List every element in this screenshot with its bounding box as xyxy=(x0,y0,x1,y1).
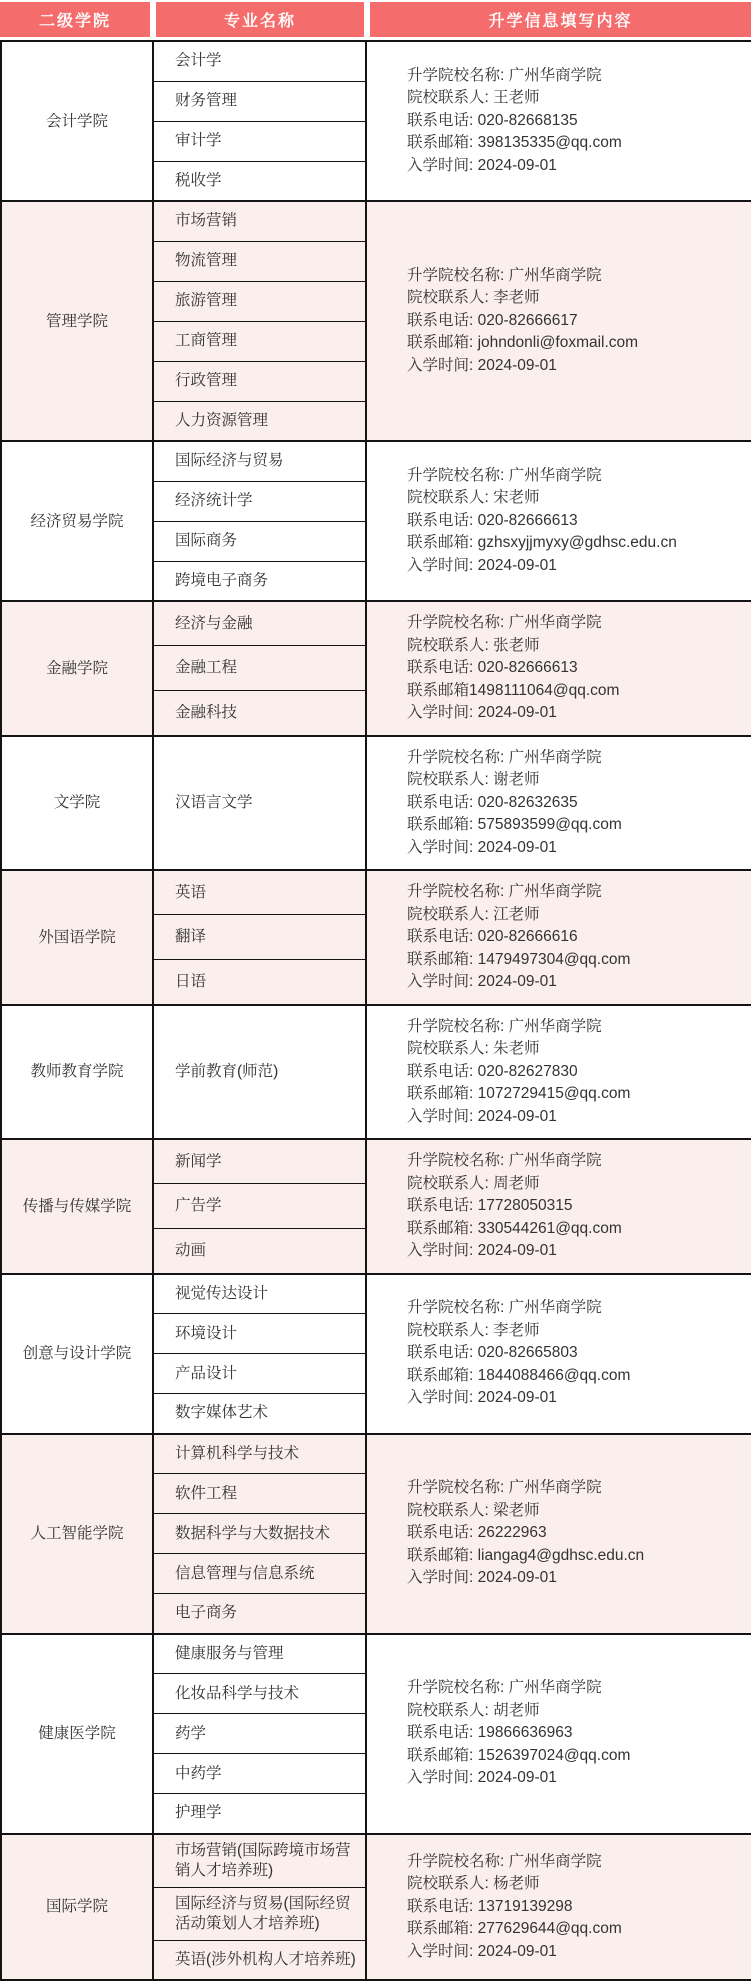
major-cell: 审计学 xyxy=(153,121,366,161)
info-line: 升学院校名称: 广州华商学院 xyxy=(407,266,602,284)
college-group xyxy=(1,870,751,1005)
major-cell: 翻译 xyxy=(153,915,366,960)
info-line: 院校联系人: 胡老师 xyxy=(407,1701,540,1719)
info-line: 升学院校名称: 广州华商学院 xyxy=(407,883,602,900)
major-cell: 药学 xyxy=(153,1714,366,1754)
info-line: 入学时间: 2024-09-01 xyxy=(407,838,557,856)
info-line: 联系电话: 17728050315 xyxy=(407,1197,573,1214)
college-group xyxy=(1,1274,751,1434)
info-line: 升学院校名称: 广州华商学院 xyxy=(407,66,602,84)
column-header-info: 升学信息填写内容 xyxy=(370,2,751,37)
info-line: 联系邮箱: 330544261@qq.com xyxy=(407,1219,622,1237)
college-group xyxy=(1,1834,751,1981)
major-cell: 经济与金融 xyxy=(153,601,366,646)
major-cell: 动画 xyxy=(153,1229,366,1274)
major-cell: 行政管理 xyxy=(153,361,366,401)
info-line: 入学时间: 2024-09-01 xyxy=(407,1389,557,1407)
major-cell: 跨境电子商务 xyxy=(153,561,366,601)
college-cell: 人工智能学院 xyxy=(1,1434,153,1634)
table-row xyxy=(1,1634,751,1674)
info-line: 升学院校名称: 广州华商学院 xyxy=(407,1152,602,1169)
college-group xyxy=(1,1634,751,1834)
info-line: 入学时间: 2024-09-01 xyxy=(407,1769,557,1787)
info-line: 升学院校名称: 广州华商学院 xyxy=(407,1299,602,1317)
info-line: 入学时间: 2024-09-01 xyxy=(407,704,557,721)
major-cell: 财务管理 xyxy=(153,81,366,121)
major-cell: 新闻学 xyxy=(153,1139,366,1184)
major-cell: 金融科技 xyxy=(153,691,366,736)
info-line: 联系邮箱: 398135335@qq.com xyxy=(407,134,622,152)
info-line: 入学时间: 2024-09-01 xyxy=(407,556,557,574)
college-cell: 文学院 xyxy=(1,736,153,871)
major-cell: 金融工程 xyxy=(153,646,366,691)
college-cell: 外国语学院 xyxy=(1,870,153,1005)
major-cell: 电子商务 xyxy=(153,1594,366,1634)
college-cell: 教师教育学院 xyxy=(1,1005,153,1140)
major-cell: 物流管理 xyxy=(153,241,366,281)
info-line: 升学院校名称: 广州华商学院 xyxy=(407,1852,602,1870)
table-row xyxy=(1,1005,751,1140)
info-line: 入学时间: 2024-09-01 xyxy=(407,1242,557,1259)
college-cell: 国际学院 xyxy=(1,1834,153,1981)
info-line: 联系邮箱: 1072729415@qq.com xyxy=(407,1085,631,1102)
info-line: 联系电话: 26222963 xyxy=(407,1524,547,1542)
major-cell: 工商管理 xyxy=(153,321,366,361)
major-cell: 信息管理与信息系统 xyxy=(153,1554,366,1594)
college-cell: 会计学院 xyxy=(1,41,153,201)
table-row xyxy=(1,441,751,481)
table-row xyxy=(1,736,751,871)
major-cell: 市场营销 xyxy=(153,201,366,241)
info-line: 联系邮箱: 1844088466@qq.com xyxy=(407,1366,631,1384)
info-line: 联系电话: 020-82668135 xyxy=(407,111,578,129)
major-cell: 人力资源管理 xyxy=(153,401,366,441)
college-cell: 健康医学院 xyxy=(1,1634,153,1834)
info-line: 联系电话: 13719139298 xyxy=(407,1897,573,1915)
major-cell: 产品设计 xyxy=(153,1354,366,1394)
major-cell: 视觉传达设计 xyxy=(153,1274,366,1314)
major-cell: 税收学 xyxy=(153,161,366,201)
info-line: 联系电话: 020-82632635 xyxy=(407,793,578,811)
major-cell: 学前教育(师范) xyxy=(153,1005,366,1140)
info-line: 升学院校名称: 广州华商学院 xyxy=(407,466,602,484)
info-line: 联系邮箱: johndonli@foxmail.com xyxy=(407,334,639,352)
info-cell xyxy=(366,1005,751,1140)
major-cell: 中药学 xyxy=(153,1754,366,1794)
info-cell xyxy=(366,441,751,601)
table-row xyxy=(1,1434,751,1474)
major-cell: 健康服务与管理 xyxy=(153,1634,366,1674)
info-cell xyxy=(366,1834,751,1981)
major-cell: 英语 xyxy=(153,870,366,915)
major-cell: 英语(涉外机构人才培养班) xyxy=(153,1940,366,1980)
info-cell xyxy=(366,870,751,1005)
major-cell: 经济统计学 xyxy=(153,481,366,521)
info-line: 联系电话: 020-82666616 xyxy=(407,928,578,945)
info-cell xyxy=(366,1139,751,1274)
major-cell: 数据科学与大数据技术 xyxy=(153,1514,366,1554)
table-row xyxy=(1,870,751,915)
college-group xyxy=(1,1434,751,1634)
info-line: 升学院校名称: 广州华商学院 xyxy=(407,1479,602,1497)
table-row xyxy=(1,1139,751,1184)
info-line: 院校联系人: 张老师 xyxy=(407,636,540,654)
info-line: 联系邮箱: gzhsxyjjmyxy@gdhsc.edu.cn xyxy=(407,534,677,552)
info-line: 升学院校名称: 广州华商学院 xyxy=(407,748,602,766)
info-line: 院校联系人: 谢老师 xyxy=(407,771,540,788)
info-line: 院校联系人: 宋老师 xyxy=(407,489,540,507)
info-line: 升学院校名称: 广州华商学院 xyxy=(407,614,602,631)
info-line: 联系电话: 020-82666613 xyxy=(407,659,578,676)
table-row xyxy=(1,1274,751,1314)
major-cell: 国际商务 xyxy=(153,521,366,561)
table-row xyxy=(1,601,751,646)
info-cell xyxy=(366,1274,751,1434)
info-line: 院校联系人: 李老师 xyxy=(407,1321,540,1339)
info-line: 联系邮箱: 575893599@qq.com xyxy=(407,816,622,833)
major-cell: 国际经济与贸易 xyxy=(153,441,366,481)
college-cell: 管理学院 xyxy=(1,201,153,441)
table-row xyxy=(1,1834,751,1888)
major-cell: 化妆品科学与技术 xyxy=(153,1674,366,1714)
info-cell xyxy=(366,41,751,201)
info-line: 院校联系人: 梁老师 xyxy=(407,1501,540,1519)
major-cell: 会计学 xyxy=(153,41,366,81)
info-line: 联系邮箱: 1526397024@qq.com xyxy=(407,1746,631,1764)
info-line: 院校联系人: 江老师 xyxy=(407,905,540,923)
info-cell xyxy=(366,201,751,441)
info-line: 联系电话: 020-82627830 xyxy=(407,1062,578,1080)
info-line: 联系邮箱: 1479497304@qq.com xyxy=(407,950,631,968)
info-line: 入学时间: 2024-09-01 xyxy=(407,1569,557,1587)
column-header-major: 专业名称 xyxy=(156,2,364,37)
info-line: 院校联系人: 周老师 xyxy=(407,1174,540,1192)
info-line: 院校联系人: 李老师 xyxy=(407,289,540,307)
info-line: 入学时间: 2024-09-01 xyxy=(407,1942,557,1960)
info-line: 联系电话: 020-82666613 xyxy=(407,511,578,529)
major-cell: 软件工程 xyxy=(153,1474,366,1514)
college-group xyxy=(1,1139,751,1274)
info-line: 院校联系人: 杨老师 xyxy=(407,1875,540,1892)
table-row xyxy=(1,201,751,241)
info-line: 联系邮箱: 277629644@qq.com xyxy=(407,1920,622,1937)
college-group xyxy=(1,601,751,736)
info-line: 入学时间: 2024-09-01 xyxy=(407,973,557,990)
table-header-row xyxy=(0,2,751,37)
info-line: 联系电话: 19866636963 xyxy=(407,1724,573,1742)
college-group xyxy=(1,1005,751,1140)
info-line: 入学时间: 2024-09-01 xyxy=(407,356,557,374)
college-group xyxy=(1,201,751,441)
college-cell: 金融学院 xyxy=(1,601,153,736)
info-line: 升学院校名称: 广州华商学院 xyxy=(407,1017,602,1035)
major-cell: 数字媒体艺术 xyxy=(153,1394,366,1434)
college-cell: 传播与传媒学院 xyxy=(1,1139,153,1274)
major-cell: 国际经济与贸易(国际经贸活动策划人才培养班) xyxy=(153,1887,366,1940)
info-line: 联系电话: 020-82666617 xyxy=(407,311,578,329)
college-cell: 创意与设计学院 xyxy=(1,1274,153,1434)
info-line: 联系电话: 020-82665803 xyxy=(407,1344,578,1362)
info-cell xyxy=(366,1634,751,1834)
info-line: 院校联系人: 王老师 xyxy=(407,89,540,107)
major-cell: 汉语言文学 xyxy=(153,736,366,871)
table-row xyxy=(1,41,751,81)
enrollment-table xyxy=(0,40,751,1981)
info-line: 入学时间: 2024-09-01 xyxy=(407,1107,557,1125)
info-cell xyxy=(366,736,751,871)
info-line: 院校联系人: 朱老师 xyxy=(407,1040,540,1057)
info-line: 联系邮箱: liangag4@gdhsc.edu.cn xyxy=(407,1546,645,1564)
major-cell: 日语 xyxy=(153,960,366,1005)
info-cell xyxy=(366,1434,751,1634)
major-cell: 广告学 xyxy=(153,1184,366,1229)
college-group xyxy=(1,41,751,201)
college-group xyxy=(1,736,751,871)
info-cell xyxy=(366,601,751,736)
major-cell: 护理学 xyxy=(153,1794,366,1834)
column-header-college: 二级学院 xyxy=(0,2,150,37)
info-line: 入学时间: 2024-09-01 xyxy=(407,156,557,174)
major-cell: 旅游管理 xyxy=(153,281,366,321)
major-cell: 市场营销(国际跨境市场营销人才培养班) xyxy=(153,1834,366,1888)
college-group xyxy=(1,441,751,601)
major-cell: 环境设计 xyxy=(153,1314,366,1354)
major-cell: 计算机科学与技术 xyxy=(153,1434,366,1474)
info-line: 联系邮箱1498111064@qq.com xyxy=(407,681,620,699)
college-cell: 经济贸易学院 xyxy=(1,441,153,601)
info-line: 升学院校名称: 广州华商学院 xyxy=(407,1679,602,1697)
